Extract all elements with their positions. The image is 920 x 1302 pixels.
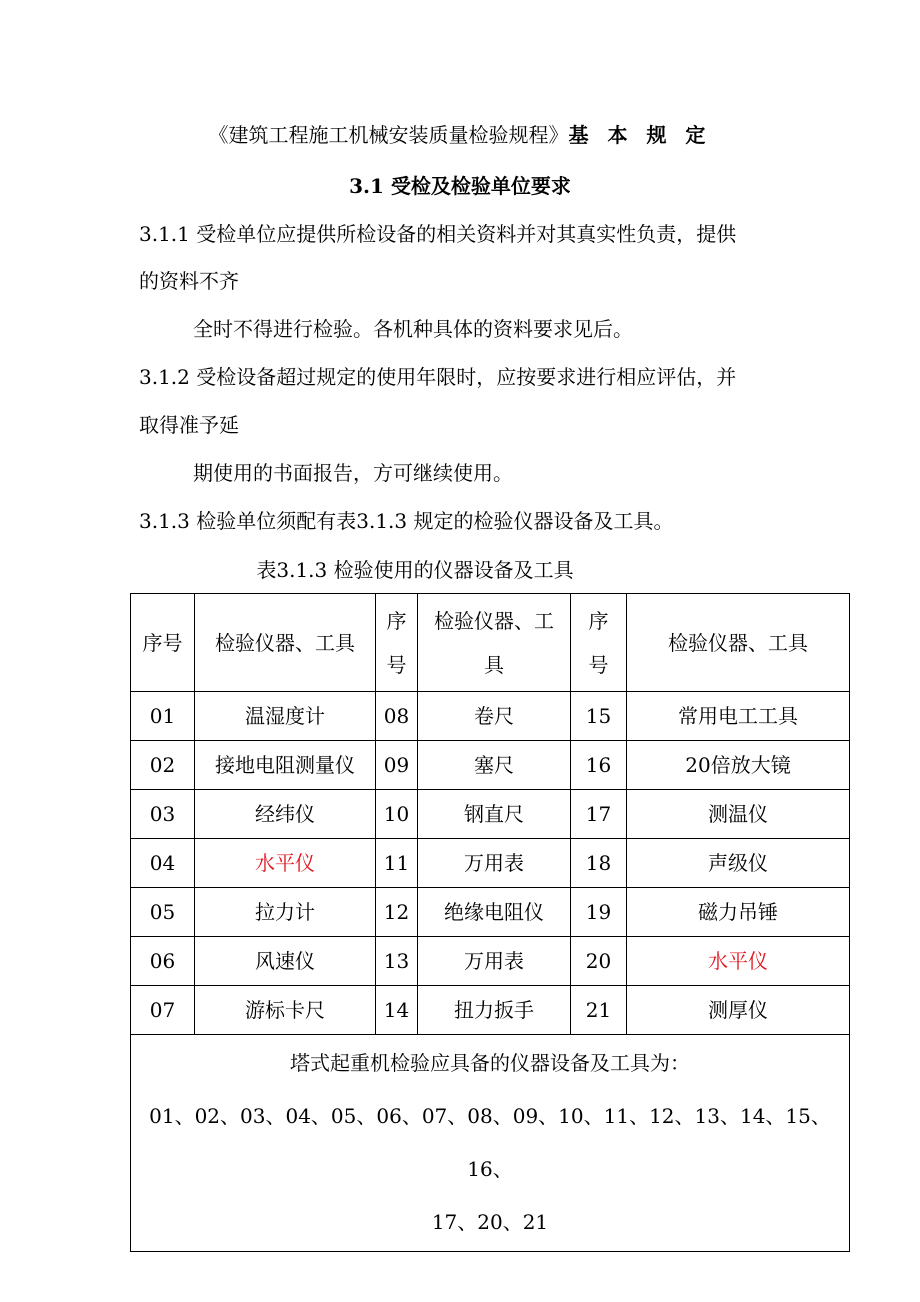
summary-line-2: 01、02、03、04、05、06、07、08、09、10、11、12、13、14、15、16、	[149, 1104, 831, 1181]
serial-cell: 20	[571, 937, 627, 986]
tool-cell: 常用电工工具	[627, 692, 850, 741]
header-serial-3	[571, 594, 627, 692]
header-tool-2	[418, 594, 571, 692]
tool-cell: 经纬仪	[195, 790, 376, 839]
serial-cell: 15	[571, 692, 627, 741]
tool-cell: 钢直尺	[418, 790, 571, 839]
paragraph-3-1-1-line-2: 的资料不齐	[139, 269, 239, 293]
tool-cell: 温湿度计	[195, 692, 376, 741]
serial-cell: 11	[376, 839, 418, 888]
paragraph-3-1-3: 3.1.3 检验单位须配有表3.1.3 规定的检验仪器设备及工具。	[139, 509, 674, 533]
document-title	[0, 121, 920, 149]
serial-cell: 18	[571, 839, 627, 888]
tool-cell: 万用表	[418, 839, 571, 888]
paragraph-3-1-1-line-1: 3.1.1 受检单位应提供所检设备的相关资料并对其真实性负责，提供	[139, 222, 737, 246]
serial-cell: 08	[376, 692, 418, 741]
table-row	[131, 839, 850, 888]
table-row	[131, 741, 850, 790]
serial-cell: 12	[376, 888, 418, 937]
header-serial-3-line-1: 序	[588, 608, 609, 633]
serial-cell: 14	[376, 986, 418, 1035]
header-serial-1: 序号	[131, 594, 195, 692]
serial-cell: 21	[571, 986, 627, 1035]
paragraph-3-1-2-line-3: 期使用的书面报告，方可继续使用。	[193, 461, 513, 485]
header-tool-2-line-2: 具	[484, 652, 504, 677]
document-title-suffix: 基 本 规 定	[568, 123, 712, 147]
table-header-row	[131, 594, 850, 692]
summary-cell	[131, 1035, 850, 1252]
tool-cell: 卷尺	[418, 692, 571, 741]
serial-cell: 03	[131, 790, 195, 839]
table-summary-row	[131, 1035, 850, 1252]
tool-cell: 绝缘电阻仪	[418, 888, 571, 937]
serial-cell: 19	[571, 888, 627, 937]
tool-cell: 接地电阻测量仪	[195, 741, 376, 790]
tool-cell: 磁力吊锤	[627, 888, 850, 937]
tool-cell: 声级仪	[627, 839, 850, 888]
header-tool-3: 检验仪器、工具	[627, 594, 850, 692]
tool-cell: 风速仪	[195, 937, 376, 986]
header-serial-2-line-2: 号	[386, 652, 407, 677]
instrument-table	[130, 593, 850, 1252]
section-heading: 3.1 受检及检验单位要求	[349, 174, 571, 198]
serial-cell: 05	[131, 888, 195, 937]
serial-cell: 02	[131, 741, 195, 790]
serial-cell: 06	[131, 937, 195, 986]
header-tool-1: 检验仪器、工具	[195, 594, 376, 692]
serial-cell: 07	[131, 986, 195, 1035]
table-row	[131, 692, 850, 741]
header-tool-2-line-1: 检验仪器、工	[434, 608, 554, 633]
table-caption: 表3.1.3 检验使用的仪器设备及工具	[256, 558, 574, 582]
serial-cell: 13	[376, 937, 418, 986]
serial-cell: 01	[131, 692, 195, 741]
summary-line-1: 塔式起重机检验应具备的仪器设备及工具为：	[290, 1051, 690, 1075]
table-row	[131, 937, 850, 986]
tool-cell: 扭力扳手	[418, 986, 571, 1035]
serial-cell: 04	[131, 839, 195, 888]
tool-cell: 万用表	[418, 937, 571, 986]
paragraph-3-1-1-line-3: 全时不得进行检验。各机种具体的资料要求见后。	[193, 317, 633, 341]
tool-cell: 测温仪	[627, 790, 850, 839]
tool-cell: 塞尺	[418, 741, 571, 790]
table-row	[131, 790, 850, 839]
tool-cell-highlighted: 水平仪	[195, 839, 376, 888]
header-serial-2-line-1: 序	[386, 608, 407, 633]
serial-cell: 10	[376, 790, 418, 839]
paragraph-3-1-2-line-2: 取得准予延	[139, 413, 239, 437]
document-title-prefix: 《建筑工程施工机械安装质量检验规程》	[208, 123, 569, 147]
header-serial-2	[376, 594, 418, 692]
tool-cell: 测厚仪	[627, 986, 850, 1035]
table-row	[131, 986, 850, 1035]
serial-cell: 16	[571, 741, 627, 790]
tool-cell: 20倍放大镜	[627, 741, 850, 790]
tool-cell: 游标卡尺	[195, 986, 376, 1035]
tool-cell: 拉力计	[195, 888, 376, 937]
paragraph-3-1-2-line-1: 3.1.2 受检设备超过规定的使用年限时，应按要求进行相应评估，并	[139, 365, 737, 389]
serial-cell: 17	[571, 790, 627, 839]
table-row	[131, 888, 850, 937]
serial-cell: 09	[376, 741, 418, 790]
tool-cell-highlighted: 水平仪	[627, 937, 850, 986]
summary-line-3: 17、20、21	[431, 1210, 549, 1234]
header-serial-3-line-2: 号	[588, 652, 609, 677]
